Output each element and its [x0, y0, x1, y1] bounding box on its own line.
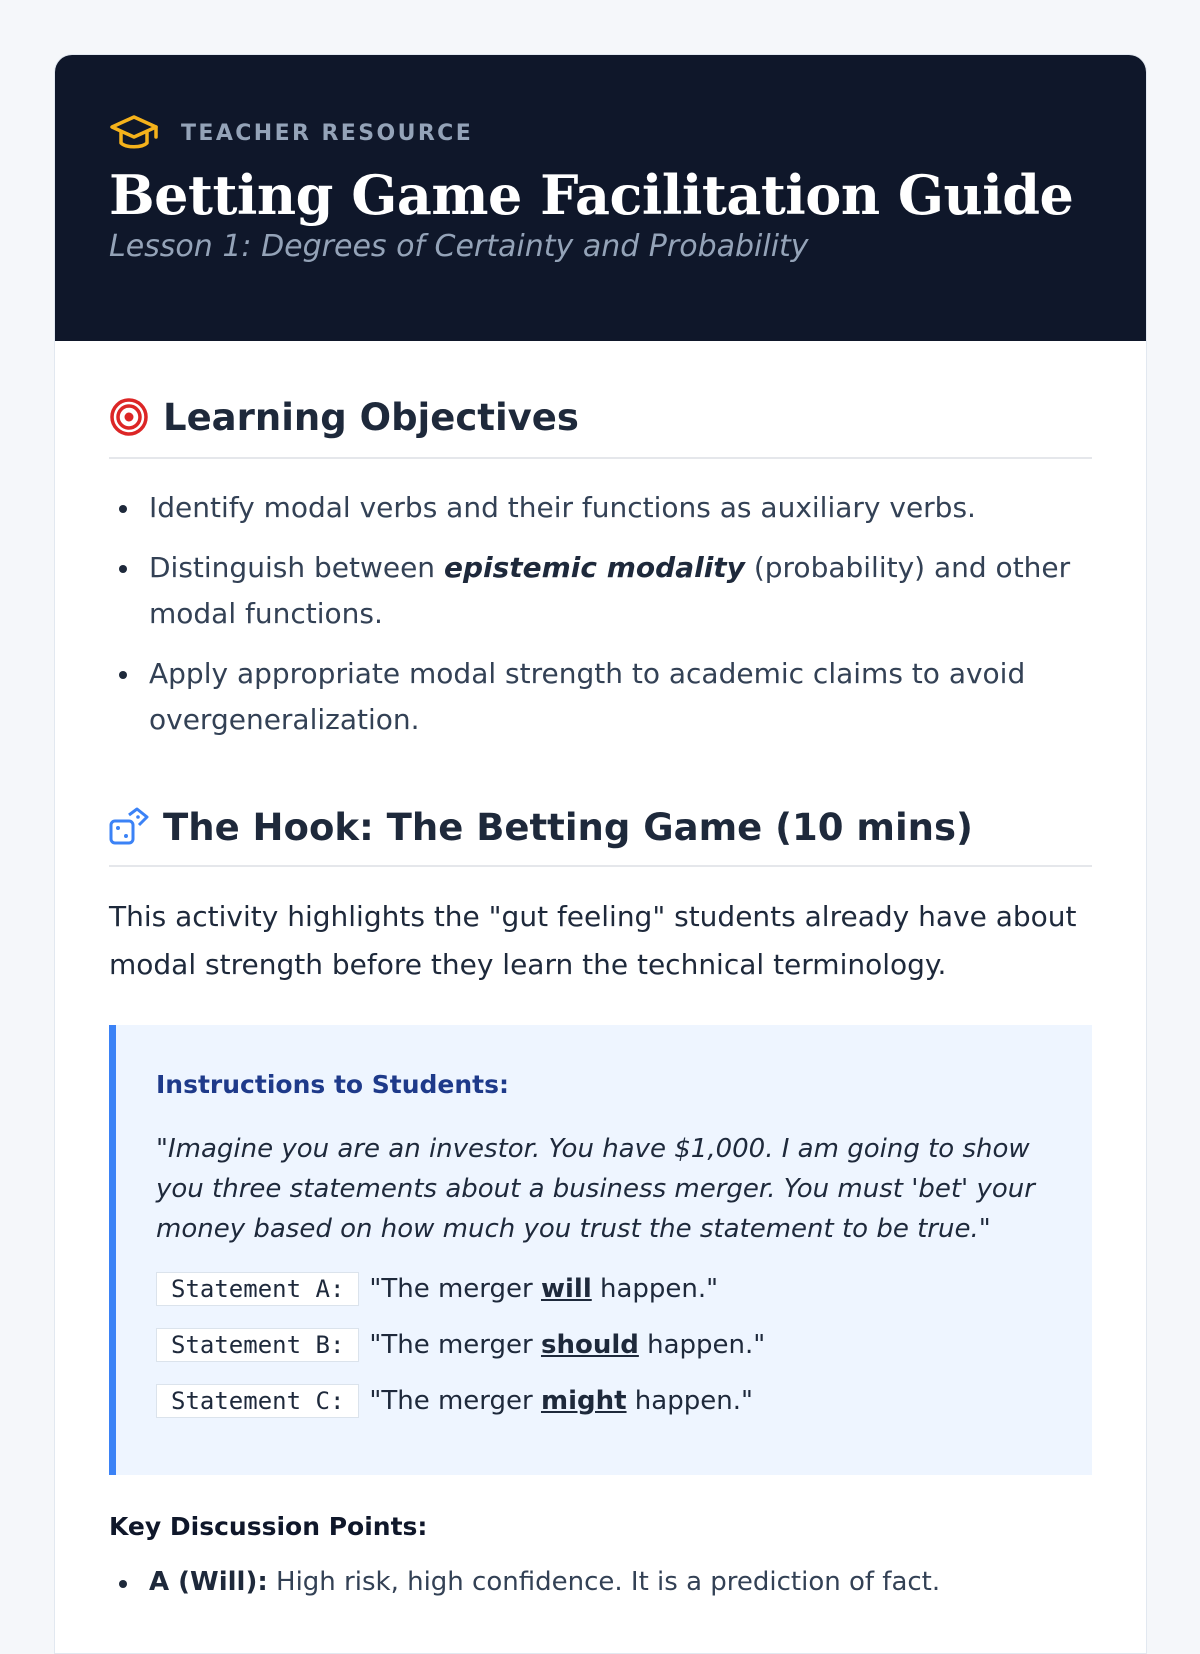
statement-row: [156, 1381, 1052, 1421]
objective-emphasis: epistemic modality: [443, 551, 745, 584]
objective-text: (probability) and other modal functions.: [149, 551, 1071, 630]
objective-text: Distinguish between: [149, 551, 444, 584]
callout-title: Instructions to Students:: [156, 1070, 510, 1099]
point-label: A (Will):: [149, 1567, 268, 1597]
page-title: Betting Game Facilitation Guide: [109, 163, 1074, 227]
statement-row: [156, 1325, 1052, 1365]
list-item: [109, 1563, 1092, 1601]
modal-word: should: [540, 1330, 639, 1360]
list-item: [109, 651, 1092, 743]
modal-word: will: [540, 1274, 592, 1304]
discussion-list: [109, 1563, 1092, 1601]
header-banner: [55, 55, 1146, 341]
guide-card: [54, 54, 1147, 1654]
statement-label: Statement C:: [156, 1384, 359, 1418]
list-item: [109, 545, 1092, 637]
content-body: [55, 395, 1146, 1601]
statements-list: [156, 1269, 1052, 1421]
statement-row: [156, 1269, 1052, 1309]
hook-intro: This activity highlights the "gut feeling" students already have about modal strength before they learn the technical terminology.: [109, 900, 1077, 981]
hook-heading-row: [109, 805, 1092, 867]
objectives-heading-row: [109, 395, 1092, 459]
statement-text: "The merger might happen.": [369, 1386, 753, 1416]
statement-text: "The merger should happen.": [369, 1330, 766, 1360]
modal-word: might: [540, 1386, 627, 1416]
eyebrow-label: TEACHER RESOURCE: [181, 120, 474, 146]
instructions-callout: [109, 1025, 1092, 1475]
statement-label: Statement B:: [156, 1328, 359, 1362]
eyebrow-row: [109, 113, 1092, 153]
statement-text: "The merger will happen.": [369, 1274, 719, 1304]
objective-text: Identify modal verbs and their functions as auxiliary verbs.: [149, 491, 976, 524]
point-text: High risk, high confidence. It is a prediction of fact.: [267, 1567, 941, 1597]
graduation-cap-icon: [109, 113, 161, 153]
objectives-list: [109, 485, 1092, 743]
instruction-quote: "Imagine you are an investor. You have $1,000. I am going to show you three statements about a business merger. You must 'bet' your money based on how much you trust the statement to be true.": [156, 1134, 1035, 1244]
page-subtitle: Lesson 1: Degrees of Certainty and Probability: [109, 229, 809, 264]
statement-label: Statement A:: [156, 1272, 359, 1306]
objective-text: Apply appropriate modal strength to academic claims to avoid overgeneralization.: [149, 657, 1026, 736]
list-item: [109, 485, 1092, 531]
objectives-heading: Learning Objectives: [163, 395, 579, 439]
target-icon: [109, 395, 149, 439]
dice-icon: [109, 805, 149, 849]
hook-heading: The Hook: The Betting Game (10 mins): [163, 805, 973, 849]
discussion-title: Key Discussion Points:: [109, 1512, 428, 1541]
